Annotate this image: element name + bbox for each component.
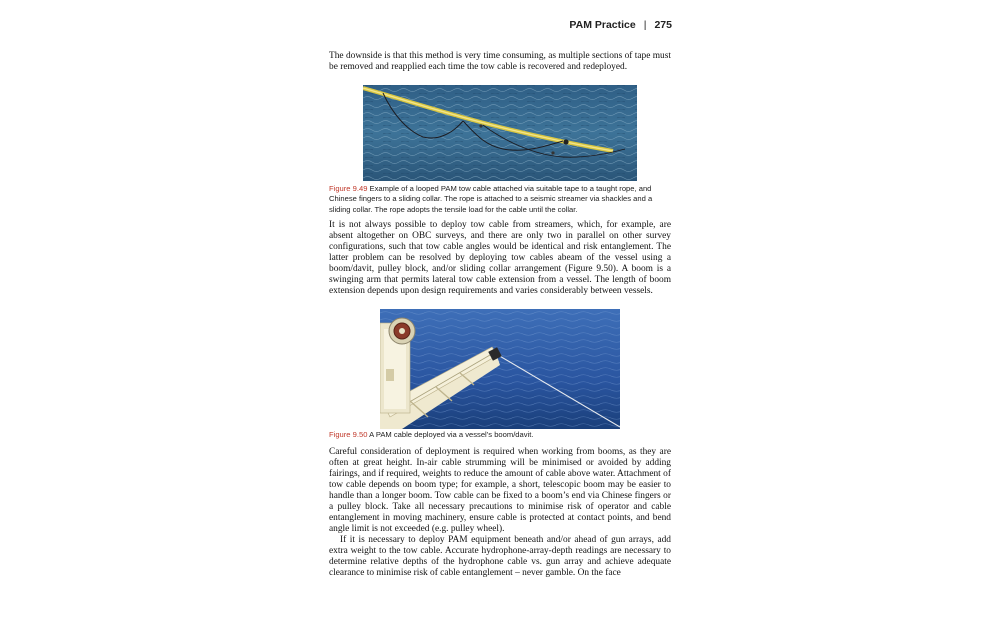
paragraph-4: If it is necessary to deploy PAM equipment beneath and/or ahead of gun arrays, add extra weight to the tow cable. Accurate hydrophone-array-depth readings are necessary to determine relative depths of the hydrophone cable vs. gun array and achieve adequate clearance to minimise risk of cable entanglement – never gamble. On the face xyxy=(329,535,671,579)
figure-9-49-text: Example of a looped PAM tow cable attached via suitable tape to a taught rope, and Chinese fingers to a sliding collar. The rope is attached to a seismic streamer via shackles and a sliding collar. The rope adopts the tensile load for the cable until the collar. xyxy=(329,184,653,214)
boom-davit-photo xyxy=(380,309,620,429)
figure-9-50-text: A PAM cable deployed via a vessel’s boom/davit. xyxy=(367,430,534,439)
figure-9-49-photo xyxy=(363,85,637,181)
page-number: 275 xyxy=(654,19,672,31)
running-head xyxy=(540,19,672,31)
figure-9-50-caption xyxy=(329,430,671,440)
paragraph-3: Careful consideration of deployment is required when working from booms, as they are often at great height. In-air cable strumming will be minimised or avoided by adding fairings, and if required, weights to reduce the amount of cable above water. Attachment of tow cable depends on boom type; for example, a short, telescopic boom may be easier to handle than a longer boom. Tow cable can be fixed to a boom’s end via Chinese fingers or a pulley block. Take all necessary precautions to minimise risk of operator and cable entanglement in moving machinery, ensure cable is protected at contact points, and bend angle limit is not exceeded (e.g. pulley wheel). xyxy=(329,447,671,535)
figure-9-49-label: Figure 9.49 xyxy=(329,184,368,193)
sea-streamer-photo xyxy=(363,85,637,181)
header-separator: | xyxy=(643,19,647,31)
figure-9-50-photo xyxy=(380,309,620,429)
paragraph-2: It is not always possible to deploy tow cable from streamers, which, for example, are absent altogether on OBC surveys, and there are only two in parallel on other survey configurations, such that tow cable angles would be identical and risk entanglement. The latter problem can be resolved by deploying tow cables abeam of the vessel using a boom/davit, pulley block, and/or sliding collar arrangement (Figure 9.50). A boom is a swinging arm that permits lateral tow cable extension from a vessel. The length of boom extension depends upon design requirements and varies considerably between vessels. xyxy=(329,220,671,297)
header-title: PAM Practice xyxy=(569,19,636,31)
figure-9-49-caption xyxy=(329,184,671,215)
figure-9-50-label: Figure 9.50 xyxy=(329,430,368,439)
paragraph-1: The downside is that this method is very time consuming, as multiple sections of tape must be removed and reapplied each time the tow cable is recovered and redeployed. xyxy=(329,51,671,73)
